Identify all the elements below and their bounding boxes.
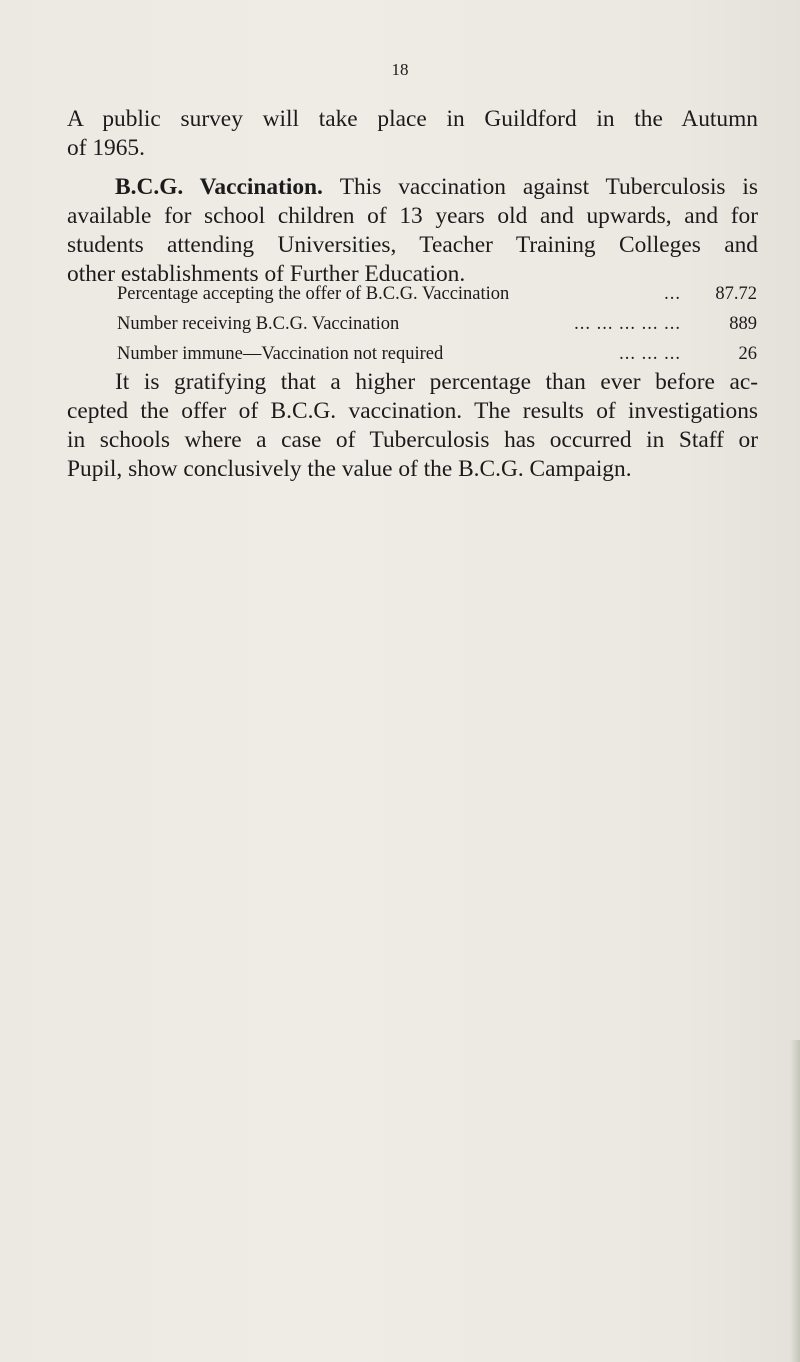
page-edge-shadow	[790, 1040, 800, 1362]
statistic-label: Number immune—Vaccination not required	[117, 344, 444, 364]
paragraph-conclusion	[67, 368, 758, 484]
paragraph-line: students attending Universities, Teacher Training Colleges and	[67, 232, 758, 258]
paragraph-line	[67, 173, 758, 202]
statistic-row	[117, 314, 757, 344]
paragraph-bcg-vaccination	[67, 173, 758, 289]
statistic-value: 889	[729, 314, 757, 334]
statistic-row	[117, 284, 757, 314]
statistic-value: 87.72	[715, 284, 757, 304]
paragraph-line: It is gratifying that a higher percentage than ever before ac-	[115, 369, 758, 395]
paragraph-line: Pupil, show conclusively the value of the B.C.G. Campaign.	[67, 456, 632, 482]
page-number: 18	[391, 60, 409, 79]
paragraph-public-survey	[67, 105, 758, 163]
paragraph-line: cepted the offer of B.C.G. vaccination. The results of investigations	[67, 398, 758, 424]
vaccination-statistics	[117, 284, 757, 374]
leader-dots: ... ... ...	[619, 344, 681, 364]
paragraph-text: This vaccination against Tuberculosis is	[339, 174, 758, 200]
statistic-label: Number receiving B.C.G. Vaccination	[117, 314, 400, 334]
paragraph-line: other establishments of Further Education.	[67, 261, 466, 287]
paragraph-line: of 1965.	[67, 135, 145, 161]
leader-dots: ... ... ... ... ...	[574, 314, 681, 334]
paragraph-line: A public survey will take place in Guildford in the Autumn	[67, 106, 758, 132]
section-heading: B.C.G. Vaccination.	[115, 174, 323, 200]
paragraph-line: in schools where a case of Tuberculosis has occurred in Staff or	[67, 427, 758, 453]
leader-dots: ...	[664, 284, 681, 304]
statistic-label: Percentage accepting the offer of B.C.G. Vaccination	[117, 284, 510, 304]
statistic-value: 26	[738, 344, 757, 364]
paragraph-line: available for school children of 13 years old and upwards, and for	[67, 203, 758, 229]
